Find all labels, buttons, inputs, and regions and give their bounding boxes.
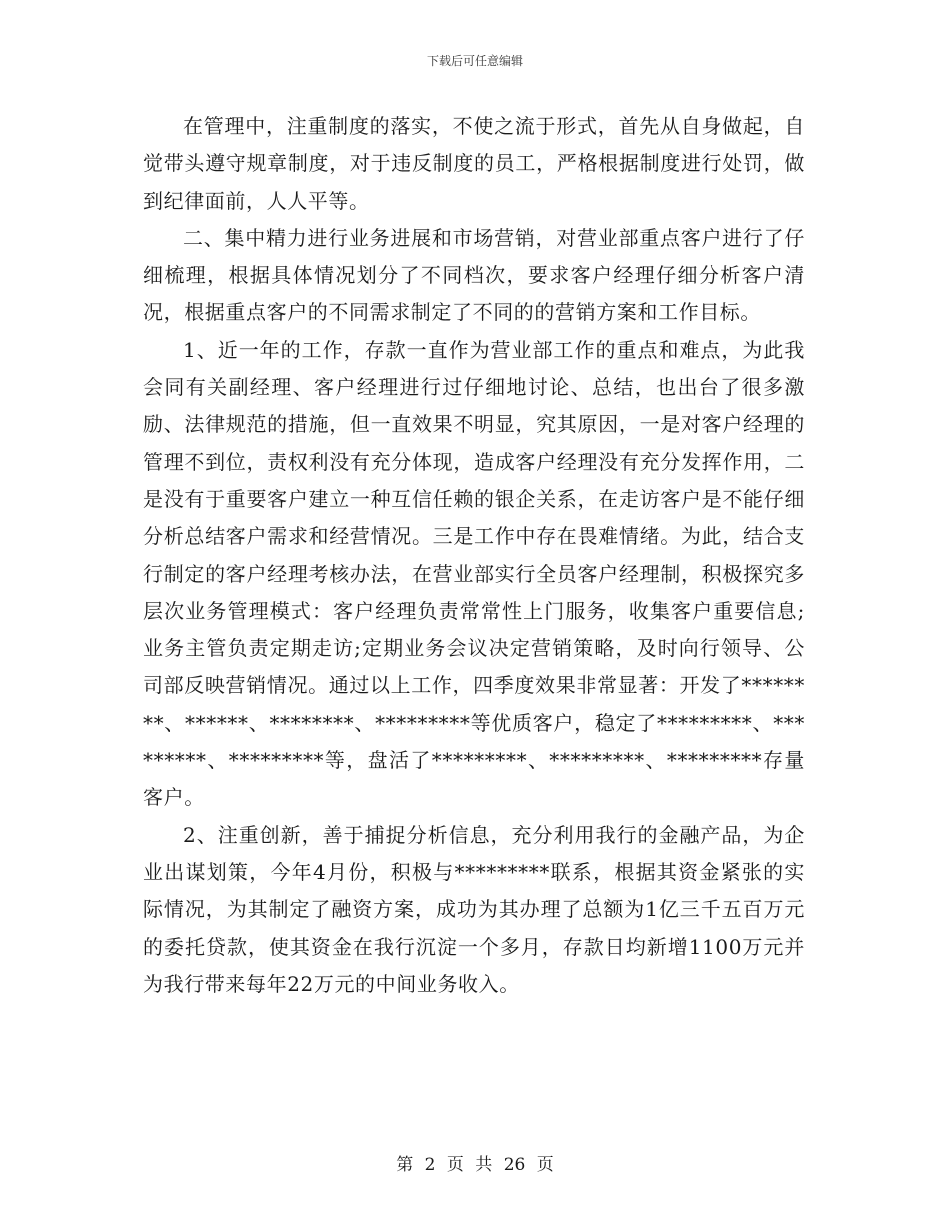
document-body: [143, 108, 805, 1003]
paragraph-item-one: 1、近一年的工作，存款一直作为营业部工作的重点和难点，为此我会同有关副经理、客户经理进行过仔细地讨论、总结，也出台了很多激励、法律规范的措施，但一直效果不明显，究其原因，一是对客户经理的管理不到位，责权利没有充分体现，造成客户经理没有充分发挥作用，二是没有于重要客户建立一种互信任赖的银企关系，在走访客户是不能仔细分析总结客户需求和经营情况。三是工作中存在畏难情绪。为此，结合支行制定的客户经理考核办法，在营业部实行全员客户经理制，积极探究多层次业务管理模式：客户经理负责常常性上门服务，收集客户重要信息;业务主管负责定期走访;定期业务会议决定营销策略，及时向行领导、公司部反映营销情况。通过以上工作，四季度效果非常显著：开发了********、******、********、*********等优质客户，稳定了*********、*********、*********等，盘活了*********、*********、*********存量客户。: [143, 337, 805, 810]
page-footer: 第 2 页 共 26 页: [396, 1155, 554, 1175]
page-header: 下载后可任意编辑: [426, 54, 523, 68]
paragraph-management: 在管理中，注重制度的落实，不使之流于形式，首先从自身做起，自觉带头遵守规章制度，对于违反制度的员工，严格根据制度进行处罚，做到纪律面前，人人平等。: [143, 114, 805, 213]
paragraph-section-two: 二、集中精力进行业务进展和市场营销，对营业部重点客户进行了仔细梳理，根据具体情况划分了不同档次，要求客户经理仔细分析客户清况，根据重点客户的不同需求制定了不同的的营销方案和工作目标。: [143, 225, 805, 325]
paragraph-item-two: 2、注重创新，善于捕捉分析信息，充分利用我行的金融产品，为企业出谋划策，今年4月份，积极与*********联系，根据其资金紧张的实际情况，为其制定了融资方案，成功为其办理了总额为1亿三千五百万元的委托贷款，使其资金在我行沉淀一个多月，存款日均新增1100万元并为我行带来每年22万元的中间业务收入。: [143, 822, 805, 996]
